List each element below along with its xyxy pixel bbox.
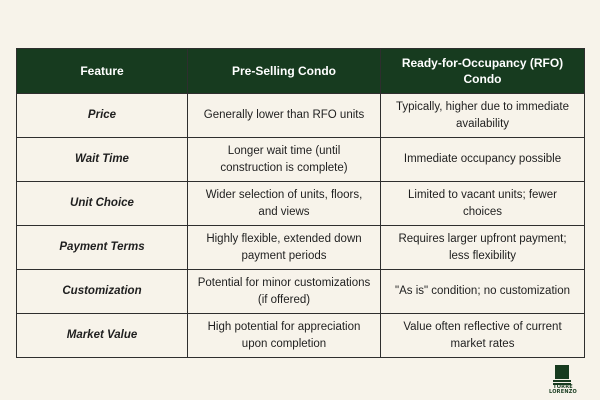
row-rfo-cell: Immediate occupancy possible bbox=[381, 138, 585, 182]
row-pre-selling-cell: Longer wait time (until construction is complete) bbox=[188, 138, 381, 182]
comparison-table-container bbox=[16, 48, 584, 358]
row-pre-selling-cell: High potential for appreciation upon completion bbox=[188, 314, 381, 358]
row-pre-selling-cell: Highly flexible, extended down payment periods bbox=[188, 226, 381, 270]
table-row bbox=[17, 182, 585, 226]
row-rfo-cell: Limited to vacant units; fewer choices bbox=[381, 182, 585, 226]
logo-bar-icon bbox=[553, 380, 571, 382]
logo-mark-icon bbox=[555, 365, 569, 379]
header-pre-selling-condo: Pre-Selling Condo bbox=[188, 49, 381, 94]
row-pre-selling-cell: Wider selection of units, floors, and views bbox=[188, 182, 381, 226]
row-feature-cell: Payment Terms bbox=[17, 226, 188, 270]
table-row bbox=[17, 226, 585, 270]
table-row bbox=[17, 270, 585, 314]
row-feature-cell: Customization bbox=[17, 270, 188, 314]
row-rfo-cell: Requires larger upfront payment; less flexibility bbox=[381, 226, 585, 270]
comparison-table bbox=[16, 48, 585, 358]
row-rfo-cell: Typically, higher due to immediate availability bbox=[381, 94, 585, 138]
torre-lorenzo-logo bbox=[548, 365, 578, 395]
row-pre-selling-cell: Potential for minor customizations (if offered) bbox=[188, 270, 381, 314]
logo-text: TORRE LORENZO bbox=[549, 384, 577, 395]
table-header-row bbox=[17, 49, 585, 94]
table-row bbox=[17, 94, 585, 138]
header-feature: Feature bbox=[17, 49, 188, 94]
row-rfo-cell: Value often reflective of current market rates bbox=[381, 314, 585, 358]
table-row bbox=[17, 138, 585, 182]
header-rfo-condo: Ready-for-Occupancy (RFO) Condo bbox=[381, 49, 585, 94]
row-feature-cell: Unit Choice bbox=[17, 182, 188, 226]
row-pre-selling-cell: Generally lower than RFO units bbox=[188, 94, 381, 138]
row-rfo-cell: "As is" condition; no customization bbox=[381, 270, 585, 314]
table-row bbox=[17, 314, 585, 358]
row-feature-cell: Wait Time bbox=[17, 138, 188, 182]
row-feature-cell: Price bbox=[17, 94, 188, 138]
row-feature-cell: Market Value bbox=[17, 314, 188, 358]
